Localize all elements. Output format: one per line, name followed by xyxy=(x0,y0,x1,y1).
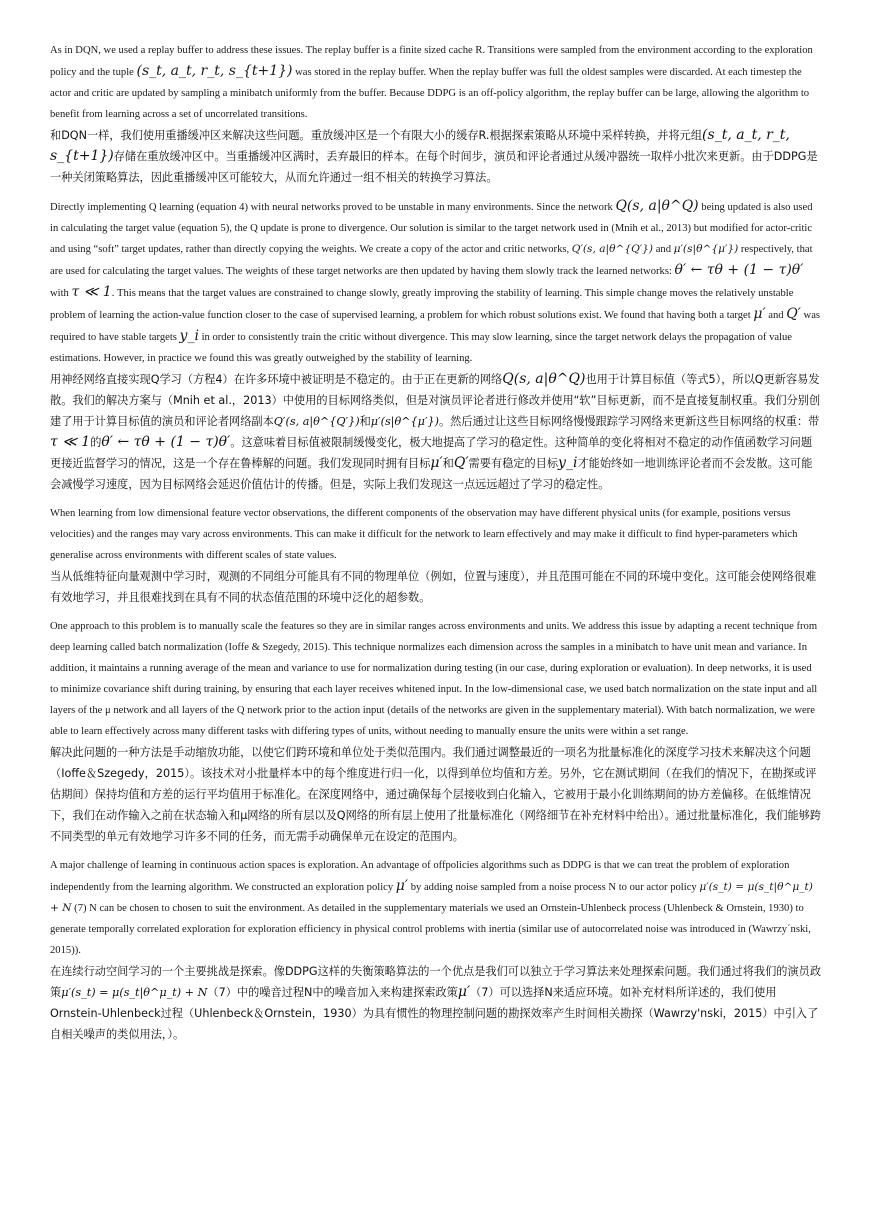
text: （7）可以选择N来适应环境。如补充材料所详述的，我们使用Ornstein-Uhlenbeck过程（Uhlenbeck＆Ornstein，1930）为具有惯性的物理控制问题的勘探效率产生时间相关勘探（Wawrzy'nski，2015）中引入了自相关噪声的类似用法，）。 xyxy=(50,986,819,1041)
text: 也用于计算目标值（等式5），所以Q更新容易发散。我们的解决方案与（Mnih et al.，2013）中使用的目标网络类似，但是对演员评论者进行修改并使用“软”目标更新，而不是直接复制权重。我们分别创建了用于计算目标值的演员和评论者网络副本 xyxy=(50,373,821,428)
section-feature-scaling xyxy=(50,503,822,608)
text: A major challenge of learning in continuous action spaces is exploration. An advantage of offpolicies algorithms such as DDPG is that we can treat the problem of exploration independently from the learning algorithm. We constructed an exploration policy xyxy=(50,860,790,893)
math-mu-target: μ′(s|θ^{μ′}) xyxy=(370,415,439,428)
section-batch-normalization xyxy=(50,616,822,847)
math-q-network: Q(s, a|θ^Q) xyxy=(615,198,699,214)
paragraph-zh xyxy=(50,742,822,847)
math-q-prime: Q′ xyxy=(786,306,801,322)
math-soft-update: θ′ ← τθ + (1 − τ)θ′ xyxy=(101,434,231,450)
text: 和 xyxy=(442,457,454,470)
text: was stored in the replay buffer. When the replay buffer was full the oldest samples were discarded. At each timestep the actor and critic are updated by sampling a minibatch uniformly from the buffer. Because DDPG is an off-policy algorithm, the replay buffer can be large, allowing the algorithm to benefit from learning across a set of uncorrelated transitions. xyxy=(50,67,810,120)
section-replay-buffer xyxy=(50,40,822,188)
text: 才能始终如一地训练评论者而不会发散。这可能会减慢学习速度，因为目标网络会延迟价值估计的传播。但是，实际上我们发现这一点远远超过了学习的稳定性。 xyxy=(50,457,813,491)
text: and xyxy=(765,310,787,321)
paragraph-zh xyxy=(50,961,822,1045)
paragraph-en xyxy=(50,196,822,369)
text: One approach to this problem is to manually scale the features so they are in similar ranges across environments and units. We address this issue by adapting a recent technique from deep learning called batch normalization (Ioffe & Szegedy, 2015). This technique normalizes each dimension across the samples in a minibatch to have unit mean and variance. In addition, it maintains a running average of the mean and variance to use for normalization during testing (in our case, during exploration or evaluation). In deep networks, it is used to minimize covariance shift during training, by ensuring that each layer receives whitened input. In the low-dimensional case, we used batch normalization on the state input and all layers of the μ network and all layers of the Q network prior to the action input (details of the networks are given in the supplementary material). With batch normalization, we were able to learn effectively across many different tasks with differing types of units, without needing to manually ensure the units were within a set range. xyxy=(50,621,818,737)
text: being updated is also used in calculating the target value (equation 5), the Q update is prone to divergence. Our solution is similar to the target network used in (Mnih et al., 2013) but modified for actor-critic and using “soft” target updates, rather than directly copying the weights. We create a copy of the actor and critic networks, xyxy=(50,202,813,255)
paragraph-en xyxy=(50,855,822,961)
math-exploration-policy: μ′(s_t) = μ(s_t|θ^μ_t) + N xyxy=(61,986,208,999)
paragraph-zh xyxy=(50,125,822,188)
math-mu-prime: μ′ xyxy=(395,878,409,894)
section-target-networks xyxy=(50,196,822,495)
text: 和DQN一样，我们使用重播缓冲区来解决这些问题。重放缓冲区是一个有限大小的缓存R.根据探索策略从环境中采样转换，并将元组 xyxy=(50,129,703,142)
math-soft-update: θ′ ← τθ + (1 − τ)θ′ xyxy=(674,262,804,278)
math-exploration-policy: μ′(s_t) = μ(s_t|θ^μ_t) + N xyxy=(50,881,813,914)
text: in order to consistently train the critic without divergence. This may slow learning, since the target network delays the propagation of value estimations. However, in practice we found this was greatly outweighed by the stability of learning. xyxy=(50,332,793,364)
text: 在连续行动空间学习的一个主要挑战是探索。像DDPG这样的失衡策略算法的一个优点是我们可以独立于学习算法来处理探索问题。我们通过将我们的演员政策 xyxy=(50,965,822,999)
paragraph-en xyxy=(50,503,822,566)
math-q-target: Q′(s, a|θ^{Q′}) xyxy=(571,243,654,255)
math-mu-prime: μ′ xyxy=(753,306,766,322)
text: by adding noise sampled from a noise process N to our actor policy xyxy=(408,882,700,893)
text: As in DQN, we used a replay buffer to address these issues. The replay buffer is a finite sized cache R. Transitions were sampled from the environment according to the exploration policy and the tuple xyxy=(50,45,813,78)
text: 当从低维特征向量观测中学习时，观测的不同组分可能具有不同的物理单位（例如，位置与速度），并且范围可能在不同的环境中变化。这可能会使网络很难有效地学习，并且很难找到在具有不同的状态值范围的环境中泛化的超参数。 xyxy=(50,570,817,604)
document-page xyxy=(50,40,822,1053)
text: 解决此问题的一种方法是手动缩放功能，以使它们跨环境和单位处于类似范围内。我们通过调整最近的一项名为批量标准化的深度学习技术来解决这个问题（Ioffe＆Szegedy，2015）。该技术对小批量样本中的每个维度进行归一化，以得到单位均值和方差。另外，它在测试期间（在我们的情况下，在勘探或评估期间）保持均值和方差的运行平均值用于标准化。在深度网络中，通过确保每个层接收到白化输入，它被用于最小化训练期间的协方差偏移。在低维情况下，我们在动作输入之前在状态输入和μ网络的所有层以及Q网络的所有层上使用了批量标准化（网络细节在补充材料中给出）。通过批量标准化，我们能够跨不同类型的单元有效地学习许多不同的任务，而无需手动确保单元在设定的范围内。 xyxy=(50,746,822,843)
text: . This means that the target values are constrained to change slowly, greatly improving the stability of learning. This simple change moves the relatively unstable problem of learning the action-value function closer to the case of supervised learning, a problem for which robust solutions exist. We found that having both a target xyxy=(50,288,794,321)
section-exploration xyxy=(50,855,822,1045)
text: 存储在重放缓冲区中。当重播缓冲区满时，丢弃最旧的样本。在每个时间步，演员和评论者通过从缓冲器统一取样小批次来更新。由于DDPG是一种关闭策略算法，因此重播缓冲区可能较大，从而允许通过一组不相关的转换学习算法。 xyxy=(50,150,818,184)
math-tuple: (s_t, a_t, r_t, s_{t+1}) xyxy=(50,127,790,164)
math-tau: τ ≪ 1 xyxy=(50,434,91,450)
math-q-target: Q′(s, a|θ^{Q′}) xyxy=(273,415,360,428)
text: When learning from low dimensional feature vector observations, the different components of the observation may have different physical units (for example, positions versus velocities) and the ranges may vary across environments. This can make it difficult for the network to learn effectively and may make it difficult to find hyper-parameters which generalise across environments with different scales of state values. xyxy=(50,508,798,561)
paragraph-en xyxy=(50,40,822,125)
math-q-network: Q(s, a|θ^Q) xyxy=(502,371,586,387)
text: Directly implementing Q learning (equation 4) with neural networks proved to be unstable in many environments. Since the network xyxy=(50,202,616,213)
text: 需要有稳定的目标 xyxy=(468,457,559,470)
math-mu-prime: μ′ xyxy=(457,984,471,1000)
paragraph-zh xyxy=(50,566,822,608)
math-yi: y_i xyxy=(179,328,199,344)
math-tuple: (s_t, a_t, r_t, s_{t+1}) xyxy=(136,63,293,79)
text: respectively, that are used for calculating the target values. The weights of these target networks are then updated by having them slowly track the learned networks: xyxy=(50,244,813,277)
text: 。这意味着目标值被限制缓慢变化，极大地提高了学习的稳定性。这种简单的变化将相对不稳定的动作值函数学习问题更接近监督学习的情况，这是一个存在鲁棒解的问题。我们发现同时拥有目标 xyxy=(50,436,813,470)
math-mu-prime: μ′ xyxy=(430,455,443,471)
paragraph-en xyxy=(50,616,822,742)
text: with xyxy=(50,288,72,299)
text: was required to have stable targets xyxy=(50,310,821,343)
text: (7) N can be chosen to chosen to suit the environment. As detailed in the supplementary materials we used an Ornstein-Uhlenbeck process (Uhlenbeck & Ornstein, 1930) to generate temporally correlated exploration for exploration efficiency in physical control problems with inertia (similar use of autocorrelated noise was introduced in (Wawrzy´nski, 2015)). xyxy=(50,903,811,956)
math-tau: τ ≪ 1 xyxy=(71,284,112,300)
text: 。然后通过让这些目标网络慢慢跟踪学习网络来更新这些目标网络的权重：带 xyxy=(438,415,820,428)
math-q-prime: Q′ xyxy=(453,455,469,471)
math-yi: y_i xyxy=(558,455,578,471)
text: 用神经网络直接实现Q学习（方程4）在许多环境中被证明是不稳定的。由于正在更新的网络 xyxy=(50,373,503,386)
math-mu-target: μ′(s|θ^{μ′}) xyxy=(673,243,739,255)
text: 的 xyxy=(90,436,102,449)
text: and xyxy=(653,244,674,255)
text: 和 xyxy=(359,415,371,428)
text: （7）中的噪音过程N中的噪音加入来构建探索政策 xyxy=(207,986,458,999)
paragraph-zh xyxy=(50,369,822,495)
